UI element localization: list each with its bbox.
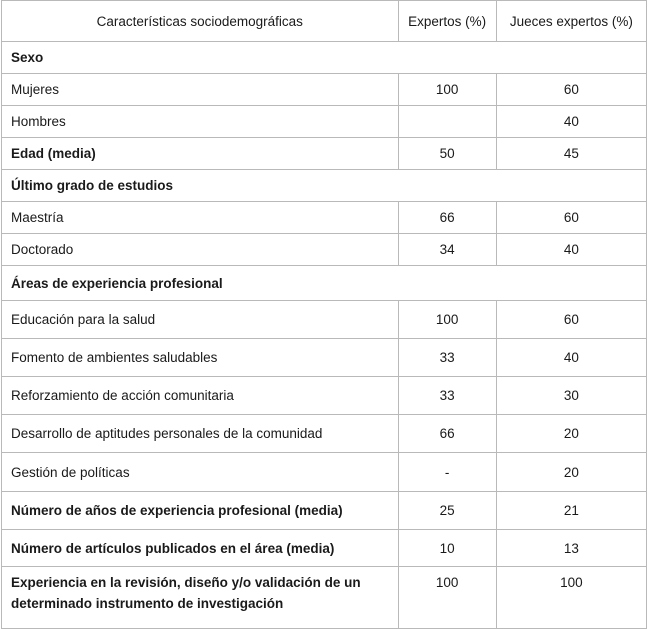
- row-jueces: 13: [496, 530, 646, 567]
- row-label: Hombres: [2, 106, 399, 138]
- row-expertos: 100: [398, 74, 496, 106]
- row-expertos: [398, 170, 496, 202]
- table-row: [2, 339, 647, 377]
- table-row: [2, 138, 647, 170]
- row-label: Gestión de políticas: [2, 453, 399, 492]
- row-jueces: [496, 170, 646, 202]
- row-label: Doctorado: [2, 234, 399, 266]
- header-characteristics: Características sociodemográficas: [2, 1, 399, 42]
- row-label: Último grado de estudios: [2, 170, 399, 202]
- table-row: [2, 492, 647, 530]
- table-row: [2, 106, 647, 138]
- row-expertos: 66: [398, 415, 496, 453]
- row-jueces: 60: [496, 74, 646, 106]
- row-label: Edad (media): [2, 138, 399, 170]
- row-label: Número de años de experiencia profesional (media): [2, 492, 399, 530]
- row-label: Áreas de experiencia profesional: [2, 266, 399, 301]
- row-jueces: 20: [496, 415, 646, 453]
- row-expertos: 33: [398, 377, 496, 415]
- row-jueces: 40: [496, 106, 646, 138]
- row-jueces: 20: [496, 453, 646, 492]
- row-jueces: 21: [496, 492, 646, 530]
- table-row: [2, 202, 647, 234]
- sociodemographic-table: [1, 0, 647, 629]
- row-expertos: 33: [398, 339, 496, 377]
- table-row: [2, 74, 647, 106]
- header-expertos: Expertos (%): [398, 1, 496, 42]
- table-header-row: [2, 1, 647, 42]
- table-row: [2, 415, 647, 453]
- row-expertos: [398, 266, 496, 301]
- row-jueces: 45: [496, 138, 646, 170]
- row-label: Número de artículos publicados en el área (media): [2, 530, 399, 567]
- table-row-group: [2, 266, 647, 301]
- table-row: [2, 301, 647, 339]
- row-jueces: [496, 266, 646, 301]
- table-row: [2, 567, 647, 629]
- table-row: [2, 530, 647, 567]
- row-label: Reforzamiento de acción comunitaria: [2, 377, 399, 415]
- row-expertos: 34: [398, 234, 496, 266]
- row-label: Educación para la salud: [2, 301, 399, 339]
- row-jueces: 40: [496, 339, 646, 377]
- row-label: Experiencia en la revisión, diseño y/o validación de un determinado instrumento de investigación: [2, 567, 399, 629]
- row-expertos: 66: [398, 202, 496, 234]
- row-jueces: 40: [496, 234, 646, 266]
- row-label: Maestría: [2, 202, 399, 234]
- row-expertos: -: [398, 453, 496, 492]
- row-jueces: 100: [496, 567, 646, 629]
- row-jueces: [496, 42, 646, 74]
- table-row-group: [2, 170, 647, 202]
- header-jueces: Jueces expertos (%): [496, 1, 646, 42]
- row-expertos: 25: [398, 492, 496, 530]
- row-label: Fomento de ambientes saludables: [2, 339, 399, 377]
- row-expertos: 100: [398, 301, 496, 339]
- row-jueces: 60: [496, 301, 646, 339]
- row-jueces: 60: [496, 202, 646, 234]
- row-expertos: 100: [398, 567, 496, 629]
- table-row: [2, 234, 647, 266]
- row-expertos: [398, 106, 496, 138]
- row-label: Mujeres: [2, 74, 399, 106]
- row-expertos: 50: [398, 138, 496, 170]
- row-label: Sexo: [2, 42, 399, 74]
- table-row-group: [2, 42, 647, 74]
- row-label: Desarrollo de aptitudes personales de la comunidad: [2, 415, 399, 453]
- table-row: [2, 453, 647, 492]
- row-expertos: [398, 42, 496, 74]
- row-jueces: 30: [496, 377, 646, 415]
- row-expertos: 10: [398, 530, 496, 567]
- table-row: [2, 377, 647, 415]
